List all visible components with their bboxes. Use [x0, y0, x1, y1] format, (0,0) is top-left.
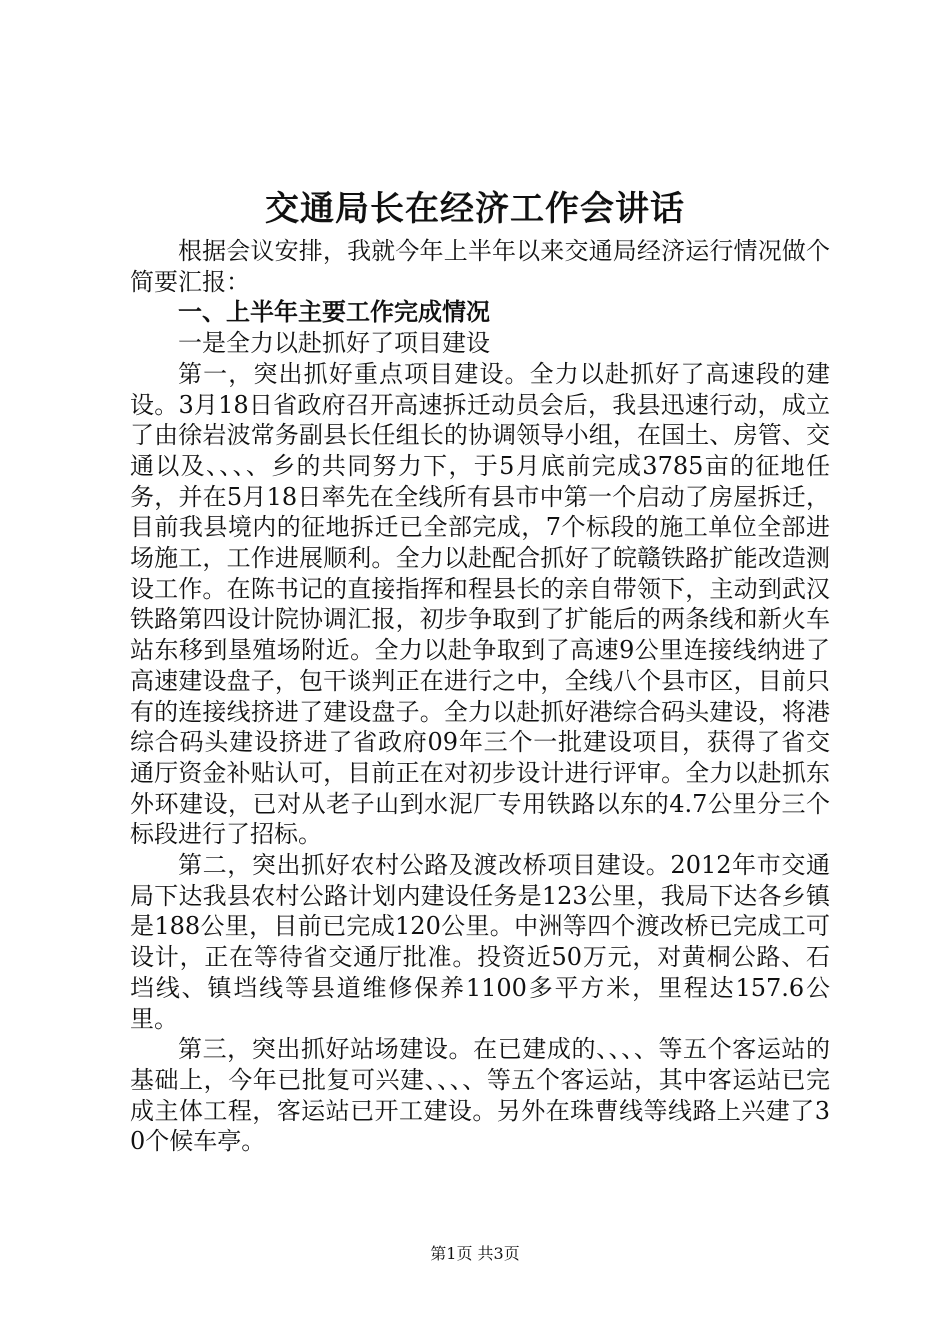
paragraph-first: 第一，突出抓好重点项目建设。全力以赴抓好了高速段的建设。3月18日省政府召开高速拆迁动员会后，我县迅速行动，成立了由徐岩波常务副县长任组长的协调领导小组，在国土、房管、交通以及、、、、乡的共同努力下，于5月底前完成3785亩的征地任务，并在5月18日率先在全线所有县市中第一个启动了房屋拆迁，目前我县境内的征地拆迁已全部完成，7个标段的施工单位全部进场施工，工作进展顺利。全力以赴配合抓好了皖赣铁路扩能改造测设工作。在陈书记的直接指挥和程县长的亲自带领下，主动到武汉铁路第四设计院协调汇报，初步争取到了扩能后的两条线和新火车站东移到垦殖场附近。全力以赴争取到了高速9公里连接线纳进了高速建设盘子，包干谈判正在进行之中，全线八个县市区，目前只有的连接线挤进了建设盘子。全力以赴抓好港综合码头建设，将港综合码头建设挤进了省政府09年三个一批建设项目，获得了省交通厅资金补贴认可，目前正在对初步设计进行评审。全力以赴抓东外环建设，已对从老子山到水泥厂专用铁路以东的4.7公里分三个标段进行了招标。: [130, 359, 830, 849]
document-body: [130, 236, 830, 1157]
document-title: 交通局长在经济工作会讲话: [265, 189, 685, 229]
section-heading: 一、上半年主要工作完成情况: [178, 298, 490, 327]
intro-paragraph: 根据会议安排，我就今年上半年以来交通局经济运行情况做个简要汇报：: [130, 237, 830, 296]
page-footer: 第1页 共3页: [430, 1244, 520, 1263]
paragraph-second: 第二，突出抓好农村公路及渡改桥项目建设。2012年市交通局下达我县农村公路计划内建设任务是123公里，我局下达各乡镇是188公里，目前已完成120公里。中洲等四个渡改桥已完成工可设计，正在等待省交通厅批准。投资近50万元，对黄桐公路、石垱线、镇垱线等县道维修保养1100多平方米，里程达157.6公里。: [130, 851, 830, 1033]
subsection-heading: 一是全力以赴抓好了项目建设: [178, 329, 490, 358]
paragraph-third: 第三，突出抓好站场建设。在已建成的、、、、等五个客运站的基础上，今年已批复可兴建、、、、等五个客运站，其中客运站已完成主体工程，客运站已开工建设。另外在珠曹线等线路上兴建了30个候车亭。: [130, 1035, 830, 1156]
